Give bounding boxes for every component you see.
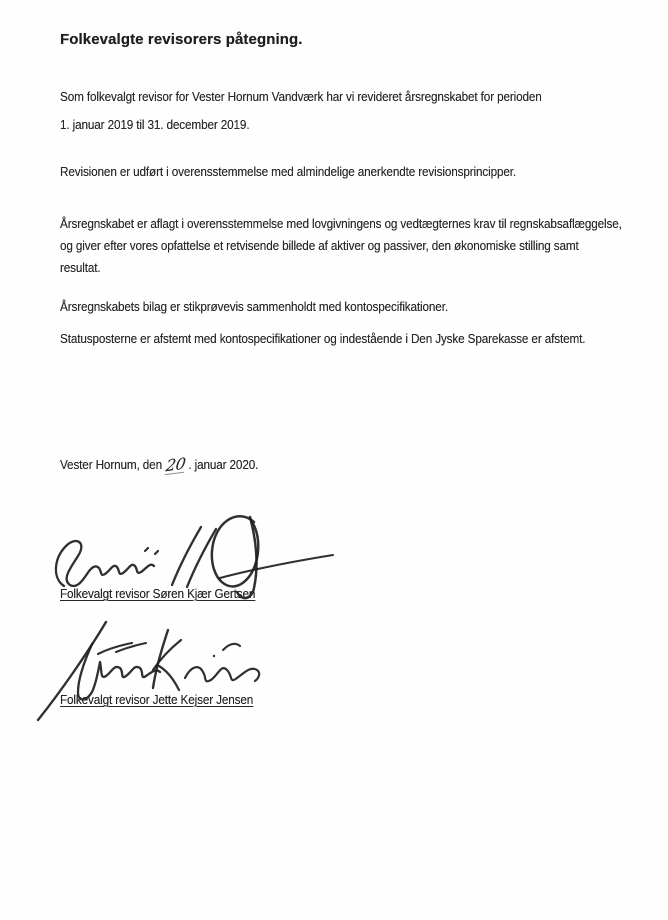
handwritten-day: 20 [165, 453, 188, 476]
paragraph-intro-line2: 1. januar 2019 til 31. december 2019. [60, 118, 250, 132]
dateline [60, 453, 259, 476]
paragraph-accounts-line3: resultat. [60, 261, 101, 275]
signature-jette-kejser-jensen [26, 614, 270, 726]
paragraph-intro-line1: Som folkevalgt revisor for Vester Hornum Vandværk har vi revideret årsregnskabet for perioden [60, 90, 542, 104]
page-title: Folkevalgte revisorers påtegning. [60, 31, 303, 48]
paragraph-revision: Revisionen er udført i overensstemmelse med almindelige anerkendte revisionsprincipper. [60, 165, 517, 179]
dateline-suffix: . januar 2020. [188, 458, 259, 472]
paragraph-vouchers: Årsregnskabets bilag er stikprøvevis sammenholdt med kontospecifikationer. [60, 300, 448, 314]
dateline-prefix: Vester Hornum, den [60, 458, 162, 472]
paragraph-status: Statusposterne er afstemt med kontospecifikationer og indestående i Den Jyske Sparekasse er afstemt. [60, 332, 586, 346]
signature-label-jette: Folkevalgt revisor Jette Kejser Jensen [60, 693, 254, 707]
paragraph-accounts-line1: Årsregnskabet er aflagt i overensstemmelse med lovgivningens og vedtægternes krav til regnskabsaflæggelse, [60, 217, 622, 231]
paragraph-accounts-line2: og giver efter vores opfattelse et retvisende billede af aktiver og passiver, den økonomiske stilling samt [60, 239, 579, 253]
signature-label-soren: Folkevalgt revisor Søren Kjær Gertsen [60, 587, 256, 601]
